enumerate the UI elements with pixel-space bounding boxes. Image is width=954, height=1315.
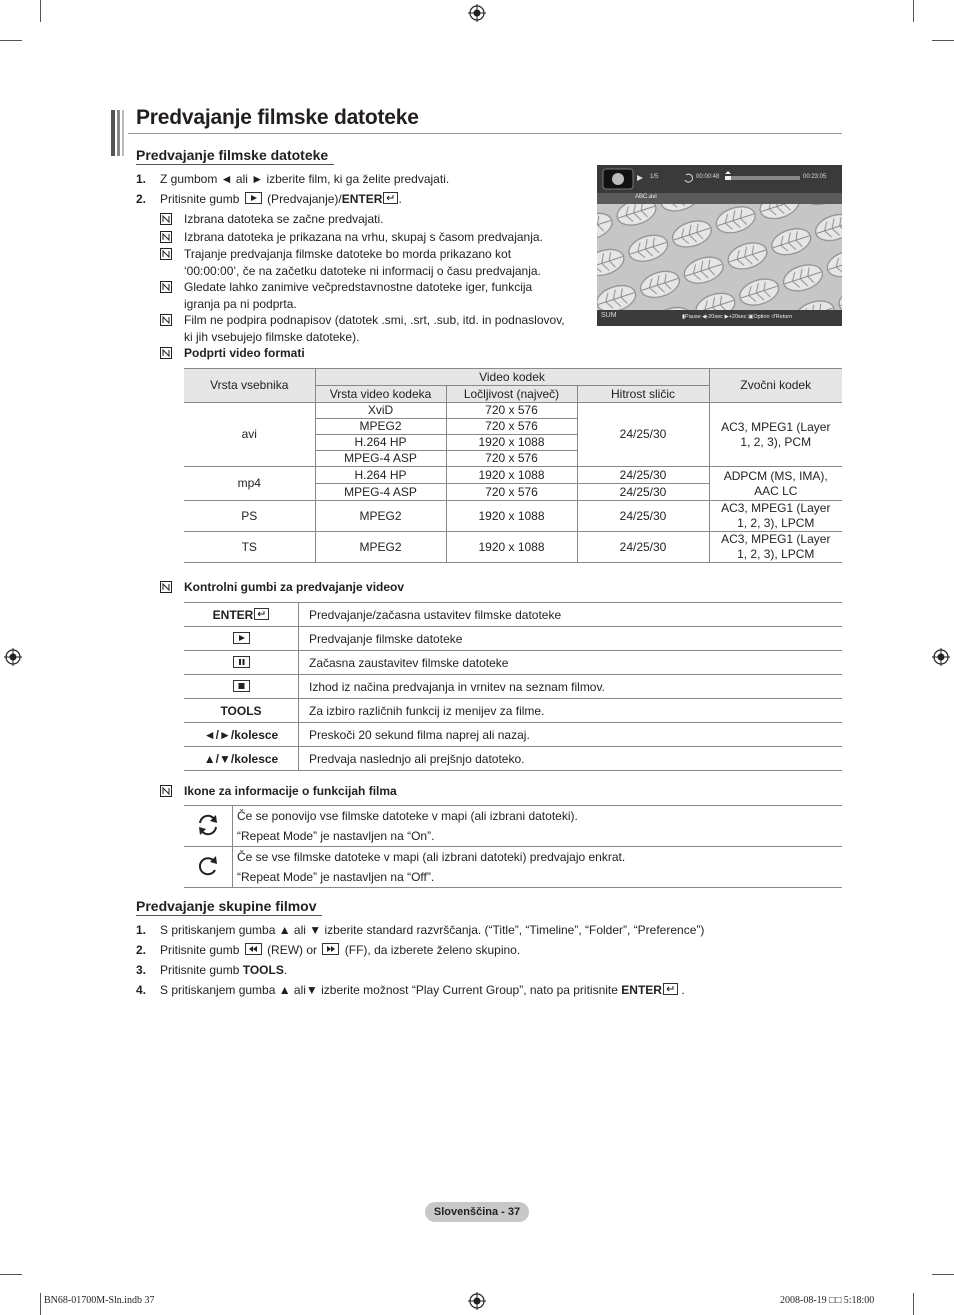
pause-icon: ▮: [682, 314, 686, 320]
th-container: Vrsta vsebnika: [184, 369, 315, 403]
heading-underline: [136, 915, 322, 916]
crop-mark: [40, 1293, 41, 1315]
screen-channel: SUM: [601, 312, 617, 319]
cell-container: avi: [184, 403, 315, 467]
section-heading-group: Predvajanje skupine filmov: [136, 898, 317, 914]
th-res: Ločljivost (največ): [446, 386, 577, 403]
crop-mark: [913, 0, 914, 22]
control-row: ◄/►/kolesce Preskoči 20 sekund filma naprej ali nazaj.: [184, 723, 842, 747]
enter-icon: [663, 983, 678, 995]
controls-table: [184, 602, 842, 771]
registration-mark-icon: [932, 648, 950, 666]
th-fps: Hitrost sličic: [577, 386, 709, 403]
control-row: Izhod iz načina predvajanja in vrnitev na seznam filmov.: [184, 675, 842, 699]
th-vtype: Vrsta video kodeka: [315, 386, 446, 403]
crop-mark: [0, 1274, 22, 1275]
heading-underline: [136, 164, 334, 165]
repeat-off-icon: [195, 853, 221, 879]
codec-table: Vrsta vsebnika Video kodek Zvočni kodek Vrsta video kodeka Ločljivost (največ) Hitrost sličic avi XviD 720 x 576 24/25/30 AC3, MPEG1 (Layer 1, 2, 3), PCM MPEG2 720 x 576 H.264 HP 1920 x 1088 MPEG-4 ASP 720 x 576 mp4 H.264 HP 1920 x 1088 24/25/30 ADPCM (MS, IMA), AAC LC MPEG-4 ASP 720 x 576 24/25/30 PS MPEG2 1920 x 1088 24/25/30 AC3, MPEG1 (Layer 1, 2, 3), LPCM TS MPEG2 1920 x 1088 24/25/30 AC3, MPEG1 (Layer 1, 2, 3), LPCM: [184, 368, 842, 563]
title-rule: [128, 133, 842, 134]
play-button-icon: [233, 632, 250, 644]
enter-icon: [254, 608, 269, 620]
icons-table: Če se ponovijo vse filmske datoteke v mapi (ali izbrani datoteki). “Repeat Mode” je nastavljen na “On”. Če se vse filmske datoteke v mapi (ali izbrani datoteki) predvajajo enkrat. “Repeat Mode” je nastavljen na “Off”.: [184, 805, 842, 888]
crop-mark: [932, 40, 954, 41]
screen-elapsed: 00:00:48: [696, 174, 720, 180]
control-row: ENTER Predvajanje/začasna ustavitev filmske datoteke: [184, 603, 842, 627]
play-button-icon: [245, 192, 262, 204]
crop-mark: [40, 0, 41, 22]
control-row: ▲/▼/kolesce Predvaja naslednjo ali prejšnjo datoteko.: [184, 747, 842, 771]
registration-mark-icon: [468, 1292, 486, 1310]
registration-mark-icon: [468, 4, 486, 22]
screen-filename: ABC.avi: [635, 194, 657, 200]
screen-counter: 1/5: [650, 174, 659, 180]
pause-button-icon: [233, 656, 250, 668]
return-icon: ↺: [771, 314, 776, 320]
control-row: Predvajanje filmske datoteke: [184, 627, 842, 651]
footer-date: 2008-08-19 □□ 5:18:00: [780, 1295, 875, 1306]
playback-screen: [597, 165, 842, 326]
crop-mark: [932, 1274, 954, 1275]
page-title: Predvajanje filmske datoteke: [136, 106, 419, 129]
footer-file: BN68-01700M-Sln.indb 37: [44, 1295, 155, 1306]
page-number-badge: Slovenščina - 37: [425, 1202, 529, 1222]
repeat-on-icon: [195, 812, 221, 838]
title-decoration: [111, 110, 125, 156]
section-heading-playback: Predvajanje filmske datoteke: [136, 147, 329, 163]
screen-total: 00:23:05: [803, 174, 827, 180]
enter-icon: [383, 192, 398, 204]
rewind-button-icon: [245, 943, 262, 955]
stop-button-icon: [233, 680, 250, 692]
registration-mark-icon: [4, 648, 22, 666]
control-row: TOOLS Za izbiro različnih funkcij iz menijev za filme.: [184, 699, 842, 723]
screen-controls: ▮Pause ◀-20sec ▶+20sec ▣Option ↺Return: [682, 314, 793, 320]
tools-icon: ▣: [748, 314, 754, 320]
control-row: Začasna zaustavitev filmske datoteke: [184, 651, 842, 675]
fast-forward-button-icon: [322, 943, 339, 955]
th-audio: Zvočni kodek: [709, 369, 842, 403]
crop-mark: [913, 1293, 914, 1315]
crop-mark: [0, 40, 22, 41]
th-video: Video kodek: [315, 369, 709, 386]
